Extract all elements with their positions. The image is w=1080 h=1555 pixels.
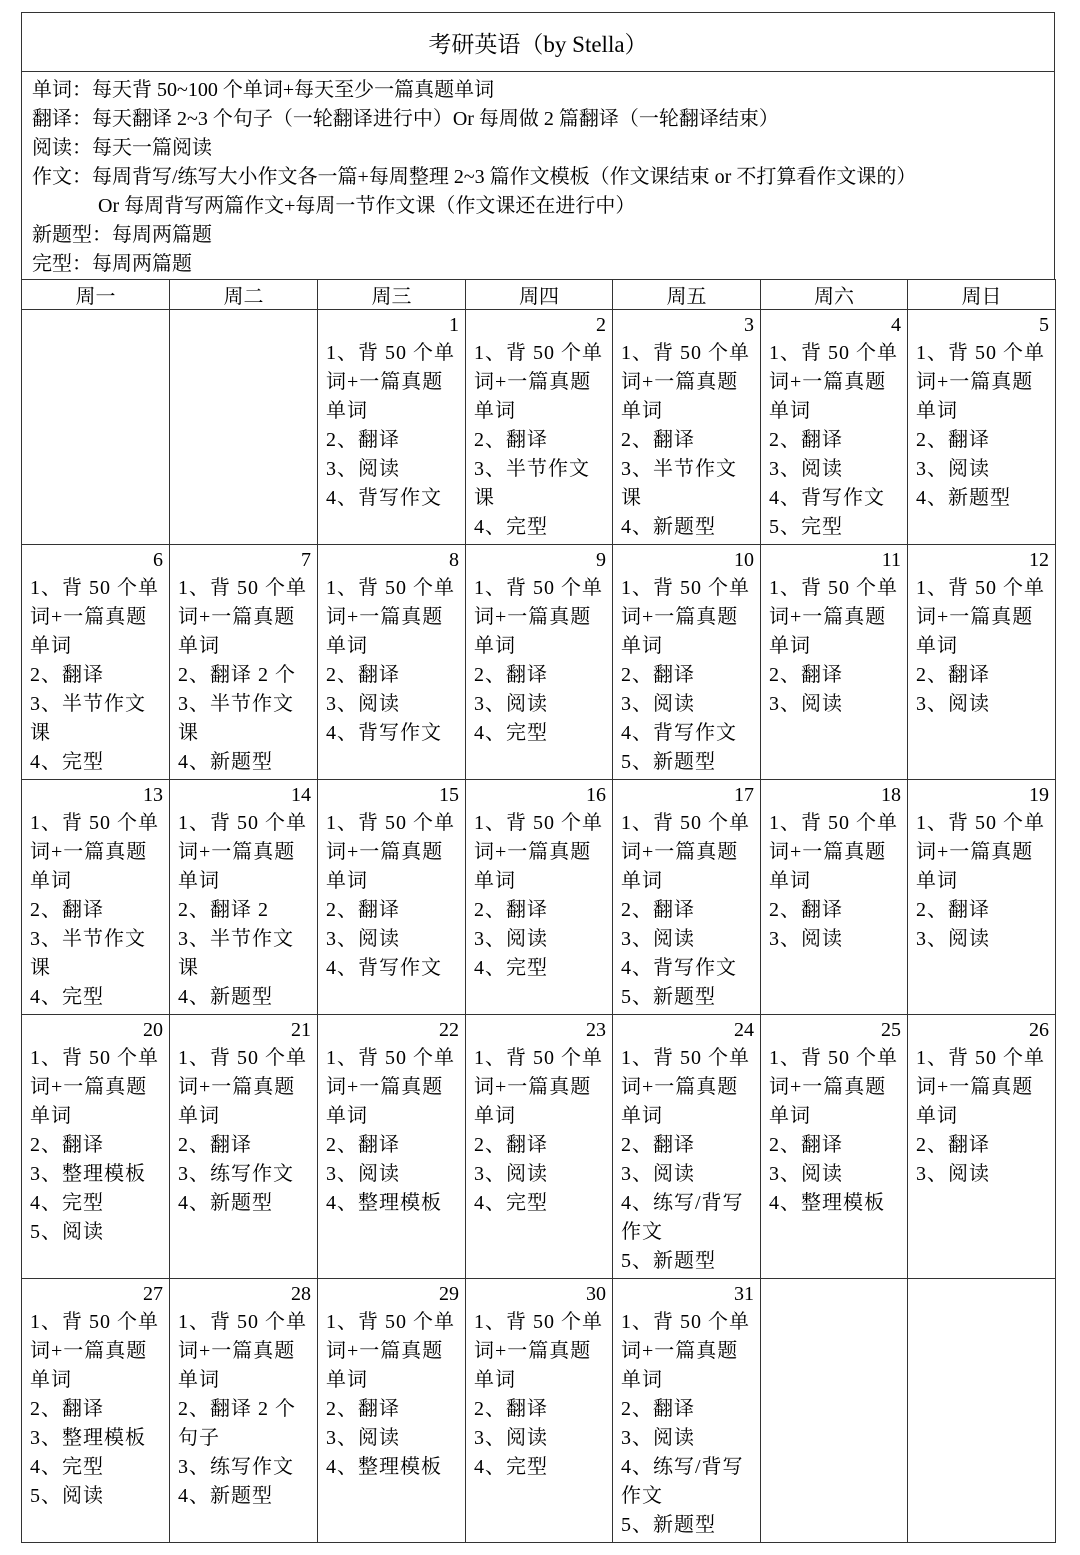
rule-line (32, 76, 1054, 105)
task-item: 2、翻译 (474, 664, 548, 686)
day-cell (22, 1015, 170, 1279)
task-item: 4、新题型 (178, 986, 273, 1008)
task-item: 2、翻译 (769, 899, 843, 921)
day-cell (908, 1015, 1056, 1279)
empty-day-cell (170, 310, 318, 545)
task-item: 2、翻译 (769, 664, 843, 686)
day-cell (613, 1279, 761, 1543)
task-item: 3、练写作文 (178, 1456, 294, 1478)
task-item: 3、半节作文课 (621, 458, 737, 509)
weekday-header: 周四 (466, 280, 613, 310)
task-item: 1、背 50 个单词+一篇真题单词 (178, 812, 307, 892)
day-cell (466, 1015, 613, 1279)
day-number: 17 (734, 784, 754, 806)
rule-line (32, 250, 1054, 279)
day-number: 24 (734, 1019, 754, 1041)
weekday-header: 周三 (318, 280, 466, 310)
task-item: 5、新题型 (621, 1250, 716, 1272)
day-cell (22, 1279, 170, 1543)
day-cell (466, 1279, 613, 1543)
task-item: 3、半节作文课 (474, 458, 590, 509)
task-item: 1、背 50 个单词+一篇真题单词 (769, 812, 898, 892)
day-number: 25 (881, 1019, 901, 1041)
day-cell (318, 545, 466, 780)
empty-day-cell (761, 1279, 908, 1543)
task-item: 5、新题型 (621, 1514, 716, 1536)
task-item: 3、阅读 (916, 1163, 990, 1185)
task-item: 2、翻译 (326, 1398, 400, 1420)
task-item: 1、背 50 个单词+一篇真题单词 (178, 1047, 307, 1127)
task-item: 3、阅读 (474, 928, 548, 950)
task-item: 2、翻译 2 个句子 (178, 1398, 296, 1449)
study-plan-sheet (21, 12, 1055, 1543)
rule-label: 单词： (32, 79, 92, 101)
day-cell (761, 1015, 908, 1279)
day-number: 23 (586, 1019, 606, 1041)
task-item: 3、半节作文课 (178, 693, 294, 744)
task-item: 1、背 50 个单词+一篇真题单词 (621, 577, 750, 657)
task-item: 3、阅读 (474, 1163, 548, 1185)
day-number: 4 (891, 314, 901, 336)
day-number: 20 (143, 1019, 163, 1041)
task-item: 2、翻译 (621, 899, 695, 921)
weekday-header: 周六 (761, 280, 908, 310)
task-item: 1、背 50 个单词+一篇真题单词 (326, 342, 455, 422)
day-number: 5 (1039, 314, 1049, 336)
task-item: 4、完型 (30, 1456, 104, 1478)
rule-text: 每周两篇题 (112, 224, 212, 246)
task-item: 3、阅读 (769, 928, 843, 950)
day-number: 30 (586, 1283, 606, 1305)
task-item: 1、背 50 个单词+一篇真题单词 (769, 342, 898, 422)
task-item: 3、阅读 (474, 1427, 548, 1449)
week-row (22, 1279, 1056, 1543)
task-item: 2、翻译 (474, 1134, 548, 1156)
task-item: 4、新题型 (621, 516, 716, 538)
task-item: 2、翻译 (916, 664, 990, 686)
task-item: 2、翻译 (916, 899, 990, 921)
day-number: 26 (1029, 1019, 1049, 1041)
day-cell (908, 545, 1056, 780)
task-item: 4、练写/背写作文 (621, 1192, 744, 1243)
task-item: 5、阅读 (30, 1485, 104, 1507)
rule-label: 新题型： (32, 224, 112, 246)
rule-line (32, 192, 1054, 221)
day-cell (170, 1015, 318, 1279)
task-item: 3、阅读 (326, 458, 400, 480)
task-item: 1、背 50 个单词+一篇真题单词 (916, 1047, 1045, 1127)
task-item: 4、整理模板 (326, 1456, 442, 1478)
day-cell (613, 780, 761, 1015)
rule-line (32, 221, 1054, 250)
task-item: 1、背 50 个单词+一篇真题单词 (178, 577, 307, 657)
task-item: 2、翻译 (326, 1134, 400, 1156)
task-item: 4、完型 (30, 1192, 104, 1214)
task-item: 3、整理模板 (30, 1427, 146, 1449)
task-item: 4、新题型 (178, 1485, 273, 1507)
empty-day-cell (908, 1279, 1056, 1543)
rule-line (32, 134, 1054, 163)
week-row (22, 780, 1056, 1015)
day-number: 12 (1029, 549, 1049, 571)
task-item: 4、完型 (474, 957, 548, 979)
task-item: 4、练写/背写作文 (621, 1456, 744, 1507)
task-item: 3、阅读 (621, 693, 695, 715)
rule-text: 每周背写/练写大小作文各一篇+每周整理 2~3 篇作文模板（作文课结束 or 不打算看作文课的） (92, 166, 917, 188)
task-item: 1、背 50 个单词+一篇真题单词 (621, 812, 750, 892)
task-item: 4、新题型 (178, 751, 273, 773)
task-item: 4、背写作文 (621, 722, 737, 744)
task-item: 2、翻译 (326, 429, 400, 451)
day-cell (466, 545, 613, 780)
day-cell (466, 310, 613, 545)
day-number: 16 (586, 784, 606, 806)
task-item: 1、背 50 个单词+一篇真题单词 (30, 812, 159, 892)
task-item: 1、背 50 个单词+一篇真题单词 (30, 577, 159, 657)
day-number: 28 (291, 1283, 311, 1305)
day-number: 18 (881, 784, 901, 806)
task-item: 2、翻译 (769, 1134, 843, 1156)
rule-line (32, 105, 1054, 134)
task-item: 4、背写作文 (769, 487, 885, 509)
task-item: 4、完型 (474, 722, 548, 744)
task-item: 3、阅读 (769, 693, 843, 715)
task-item: 3、阅读 (916, 693, 990, 715)
task-item: 1、背 50 个单词+一篇真题单词 (474, 342, 603, 422)
day-number: 7 (301, 549, 311, 571)
page-title: 考研英语（by Stella） (21, 12, 1055, 71)
task-item: 4、完型 (474, 516, 548, 538)
week-row (22, 545, 1056, 780)
day-number: 10 (734, 549, 754, 571)
task-item: 2、翻译 (916, 429, 990, 451)
task-item: 3、阅读 (769, 1163, 843, 1185)
calendar-table (21, 279, 1056, 1543)
day-cell (613, 545, 761, 780)
day-cell (22, 545, 170, 780)
day-number: 11 (881, 549, 901, 571)
rule-text: 每周两篇题 (92, 253, 192, 275)
day-cell (761, 780, 908, 1015)
task-item: 2、翻译 (621, 1398, 695, 1420)
task-item: 3、阅读 (326, 693, 400, 715)
task-item: 4、完型 (30, 986, 104, 1008)
day-cell (908, 780, 1056, 1015)
task-item: 4、背写作文 (621, 957, 737, 979)
day-number: 31 (734, 1283, 754, 1305)
task-item: 5、新题型 (621, 751, 716, 773)
weekday-header-row (22, 280, 1056, 310)
day-number: 15 (439, 784, 459, 806)
task-item: 4、背写作文 (326, 487, 442, 509)
task-item: 2、翻译 (621, 429, 695, 451)
task-item: 1、背 50 个单词+一篇真题单词 (326, 1047, 455, 1127)
day-cell (761, 310, 908, 545)
task-item: 3、阅读 (769, 458, 843, 480)
day-cell (761, 545, 908, 780)
task-item: 4、整理模板 (326, 1192, 442, 1214)
task-item: 4、整理模板 (769, 1192, 885, 1214)
day-number: 21 (291, 1019, 311, 1041)
task-item: 1、背 50 个单词+一篇真题单词 (474, 1311, 603, 1391)
rule-line (32, 163, 1054, 192)
task-item: 2、翻译 (916, 1134, 990, 1156)
task-item: 4、完型 (30, 751, 104, 773)
task-item: 4、完型 (474, 1456, 548, 1478)
task-item: 3、阅读 (621, 1427, 695, 1449)
task-item: 1、背 50 个单词+一篇真题单词 (178, 1311, 307, 1391)
task-item: 3、阅读 (326, 1427, 400, 1449)
task-item: 2、翻译 (30, 899, 104, 921)
day-number: 6 (153, 549, 163, 571)
task-item: 3、整理模板 (30, 1163, 146, 1185)
day-cell (170, 545, 318, 780)
task-item: 4、完型 (474, 1192, 548, 1214)
task-item: 4、背写作文 (326, 722, 442, 744)
task-item: 1、背 50 个单词+一篇真题单词 (916, 342, 1045, 422)
task-item: 2、翻译 (30, 1134, 104, 1156)
day-number: 22 (439, 1019, 459, 1041)
task-item: 1、背 50 个单词+一篇真题单词 (474, 1047, 603, 1127)
task-item: 2、翻译 (326, 899, 400, 921)
day-number: 13 (143, 784, 163, 806)
task-item: 2、翻译 (326, 664, 400, 686)
task-item: 2、翻译 2 (178, 899, 269, 921)
weekday-header: 周一 (22, 280, 170, 310)
task-item: 3、阅读 (916, 458, 990, 480)
day-cell (170, 780, 318, 1015)
task-item: 1、背 50 个单词+一篇真题单词 (326, 577, 455, 657)
day-cell (613, 310, 761, 545)
task-item: 2、翻译 (30, 664, 104, 686)
weekday-header: 周五 (613, 280, 761, 310)
task-item: 3、阅读 (621, 1163, 695, 1185)
day-cell (613, 1015, 761, 1279)
task-item: 2、翻译 (474, 1398, 548, 1420)
day-number: 3 (744, 314, 754, 336)
task-item: 1、背 50 个单词+一篇真题单词 (621, 1311, 750, 1391)
task-item: 1、背 50 个单词+一篇真题单词 (474, 577, 603, 657)
task-item: 2、翻译 (30, 1398, 104, 1420)
task-item: 4、新题型 (178, 1192, 273, 1214)
task-item: 4、新题型 (916, 487, 1011, 509)
task-item: 1、背 50 个单词+一篇真题单词 (621, 1047, 750, 1127)
day-cell (318, 1279, 466, 1543)
task-item: 1、背 50 个单词+一篇真题单词 (769, 1047, 898, 1127)
task-item: 5、新题型 (621, 986, 716, 1008)
task-item: 3、阅读 (621, 928, 695, 950)
task-item: 1、背 50 个单词+一篇真题单词 (916, 577, 1045, 657)
weekday-header: 周日 (908, 280, 1056, 310)
week-row (22, 310, 1056, 545)
rule-text: 每天一篇阅读 (92, 137, 212, 159)
rule-text: 每天背 50~100 个单词+每天至少一篇真题单词 (92, 79, 495, 101)
task-item: 3、半节作文课 (30, 928, 146, 979)
task-item: 2、翻译 (474, 429, 548, 451)
rule-text: Or 每周背写两篇作文+每周一节作文课（作文课还在进行中） (98, 195, 636, 217)
task-item: 1、背 50 个单词+一篇真题单词 (474, 812, 603, 892)
task-item: 5、阅读 (30, 1221, 104, 1243)
task-item: 1、背 50 个单词+一篇真题单词 (769, 577, 898, 657)
task-item: 1、背 50 个单词+一篇真题单词 (30, 1311, 159, 1391)
task-item: 1、背 50 个单词+一篇真题单词 (326, 812, 455, 892)
study-rules (21, 71, 1055, 279)
day-number: 8 (449, 549, 459, 571)
week-row (22, 1015, 1056, 1279)
task-item: 3、阅读 (326, 928, 400, 950)
task-item: 2、翻译 (178, 1134, 252, 1156)
task-item: 3、阅读 (474, 693, 548, 715)
day-number: 2 (596, 314, 606, 336)
task-item: 1、背 50 个单词+一篇真题单词 (621, 342, 750, 422)
rule-text: 每天翻译 2~3 个句子（一轮翻译进行中）Or 每周做 2 篇翻译（一轮翻译结束） (92, 108, 779, 130)
day-cell (170, 1279, 318, 1543)
day-cell (466, 780, 613, 1015)
rule-label: 翻译： (32, 108, 92, 130)
task-item: 3、阅读 (916, 928, 990, 950)
task-item: 2、翻译 (621, 1134, 695, 1156)
day-cell (318, 1015, 466, 1279)
task-item: 2、翻译 (474, 899, 548, 921)
rule-label: 完型： (32, 253, 92, 275)
rule-label: 作文： (32, 166, 92, 188)
task-item: 1、背 50 个单词+一篇真题单词 (916, 812, 1045, 892)
day-cell (908, 310, 1056, 545)
task-item: 5、完型 (769, 516, 843, 538)
day-number: 1 (449, 314, 459, 336)
task-item: 2、翻译 (769, 429, 843, 451)
day-number: 29 (439, 1283, 459, 1305)
task-item: 4、背写作文 (326, 957, 442, 979)
day-number: 19 (1029, 784, 1049, 806)
day-number: 27 (143, 1283, 163, 1305)
day-cell (22, 780, 170, 1015)
rule-label: 阅读： (32, 137, 92, 159)
day-number: 14 (291, 784, 311, 806)
weekday-header: 周二 (170, 280, 318, 310)
task-item: 3、练写作文 (178, 1163, 294, 1185)
day-cell (318, 780, 466, 1015)
day-number: 9 (596, 549, 606, 571)
task-item: 1、背 50 个单词+一篇真题单词 (326, 1311, 455, 1391)
day-cell (318, 310, 466, 545)
task-item: 3、半节作文课 (30, 693, 146, 744)
task-item: 2、翻译 2 个 (178, 664, 296, 686)
task-item: 1、背 50 个单词+一篇真题单词 (30, 1047, 159, 1127)
task-item: 3、半节作文课 (178, 928, 294, 979)
task-item: 2、翻译 (621, 664, 695, 686)
task-item: 3、阅读 (326, 1163, 400, 1185)
empty-day-cell (22, 310, 170, 545)
